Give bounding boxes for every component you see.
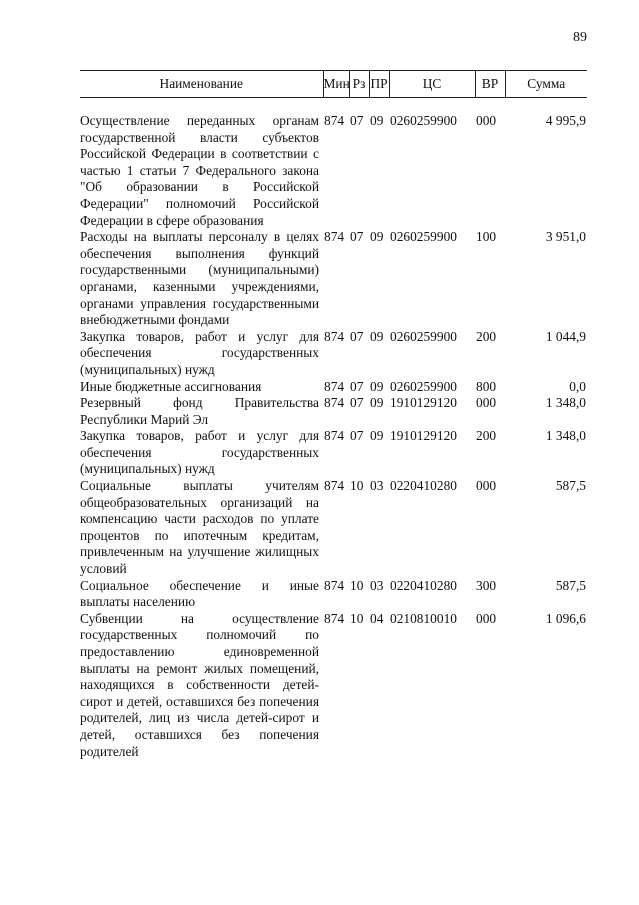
table-row bbox=[80, 329, 587, 379]
row-rz: 07 bbox=[350, 378, 364, 394]
table-row bbox=[80, 395, 587, 428]
row-pr: 03 bbox=[370, 577, 384, 593]
table-row bbox=[80, 229, 587, 329]
row-name: Закупка товаров, работ и услуг для обеспечения государственных (муниципальных) нужд bbox=[80, 328, 319, 377]
row-rz: 10 bbox=[350, 610, 364, 626]
table-row bbox=[80, 578, 587, 611]
row-min: 874 bbox=[324, 229, 345, 245]
row-sum: 1 348,0 bbox=[545, 395, 586, 411]
row-sum: 1 044,9 bbox=[545, 328, 586, 344]
row-pr: 09 bbox=[370, 378, 384, 394]
row-rz: 10 bbox=[350, 577, 364, 593]
row-rz: 07 bbox=[350, 113, 364, 128]
row-name: Резервный фонд Правительства Республики Марий Эл bbox=[80, 395, 319, 427]
table-row bbox=[80, 428, 587, 478]
row-pr: 09 bbox=[370, 328, 384, 344]
budget-table bbox=[80, 70, 587, 760]
row-sum: 1 096,6 bbox=[545, 610, 586, 626]
row-pr: 03 bbox=[370, 478, 384, 494]
row-pr: 09 bbox=[370, 428, 384, 444]
row-name: Осуществление переданных органам государственной власти субъектов Российской Федерации в соответствии с частью 1 статьи 7 Федерального закона "Об образовании в Российской Федерации" полномочий Российской Федерации в сфере образования bbox=[80, 113, 319, 228]
row-rz: 07 bbox=[350, 428, 364, 444]
table-row bbox=[80, 611, 587, 760]
row-min: 874 bbox=[324, 378, 345, 394]
table-row bbox=[80, 478, 587, 578]
row-min: 874 bbox=[324, 478, 345, 494]
row-sum: 587,5 bbox=[555, 478, 586, 494]
header-pr: ПР bbox=[369, 71, 389, 98]
row-cs: 0260259900 bbox=[390, 378, 457, 394]
row-cs: 0260259900 bbox=[390, 328, 457, 344]
row-cs: 0210810010 bbox=[390, 610, 457, 626]
row-rz: 07 bbox=[350, 328, 364, 344]
row-vr: 300 bbox=[476, 577, 497, 593]
row-name: Закупка товаров, работ и услуг для обеспечения государственных (муниципальных) нужд bbox=[80, 428, 319, 477]
table-body bbox=[80, 98, 587, 761]
row-pr: 04 bbox=[370, 610, 384, 626]
row-name: Субвенции на осуществление государственных полномочий по предоставлению единовременной выплаты на ремонт жилых помещений, находящихся в собственности детей-сирот и детей, оставшихся без попечения родителей, лиц из числа детей-сирот и детей, оставшихся без попечения родителей bbox=[80, 610, 319, 759]
row-pr: 09 bbox=[370, 229, 384, 245]
row-name: Социальные выплаты учителям общеобразовательных организаций на компенсацию части расходов по уплате процентов по ипотечным кредитам, привлеченным на улучшение жилищных условий bbox=[80, 478, 319, 577]
header-sum: Сумма bbox=[505, 71, 587, 98]
row-name: Расходы на выплаты персоналу в целях обеспечения выполнения функций государственными (муниципальными) органами, казенными учреждениями, органами управления государственными внебюджетными фондами bbox=[80, 229, 319, 328]
row-min: 874 bbox=[324, 328, 345, 344]
row-cs: 0260259900 bbox=[390, 113, 457, 128]
row-min: 874 bbox=[324, 395, 345, 411]
row-cs: 1910129120 bbox=[390, 428, 457, 444]
page-number: 89 bbox=[573, 30, 587, 45]
row-pr: 09 bbox=[370, 113, 384, 128]
row-vr: 100 bbox=[476, 229, 497, 245]
header-rz: Рз bbox=[349, 71, 369, 98]
row-vr: 200 bbox=[476, 328, 497, 344]
row-name: Иные бюджетные ассигнования bbox=[80, 378, 262, 394]
row-vr: 800 bbox=[476, 378, 497, 394]
row-sum: 4 995,9 bbox=[545, 113, 586, 128]
row-min: 874 bbox=[324, 577, 345, 593]
row-vr: 000 bbox=[476, 610, 497, 626]
row-cs: 0220410280 bbox=[390, 478, 457, 494]
row-vr: 000 bbox=[476, 113, 497, 128]
table-row bbox=[80, 113, 587, 229]
row-cs: 0260259900 bbox=[390, 229, 457, 245]
row-cs: 0220410280 bbox=[390, 577, 457, 593]
header-cs: ЦС bbox=[389, 71, 475, 98]
row-sum: 3 951,0 bbox=[545, 229, 586, 245]
row-cs: 1910129120 bbox=[390, 395, 457, 411]
row-sum: 1 348,0 bbox=[545, 428, 586, 444]
header-vr: ВР bbox=[475, 71, 505, 98]
header-name: Наименование bbox=[80, 71, 323, 98]
row-pr: 09 bbox=[370, 395, 384, 411]
row-vr: 000 bbox=[476, 478, 497, 494]
row-vr: 000 bbox=[476, 395, 497, 411]
row-sum: 587,5 bbox=[555, 577, 586, 593]
table-header bbox=[80, 71, 587, 98]
row-rz: 07 bbox=[350, 229, 364, 245]
row-min: 874 bbox=[324, 610, 345, 626]
row-name: Социальное обеспечение и иные выплаты населению bbox=[80, 577, 319, 610]
table-row bbox=[80, 379, 587, 396]
row-vr: 200 bbox=[476, 428, 497, 444]
row-min: 874 bbox=[324, 428, 345, 444]
row-sum: 0,0 bbox=[569, 378, 586, 394]
budget-table-container bbox=[80, 70, 587, 760]
header-min: Мин bbox=[323, 71, 349, 98]
row-rz: 07 bbox=[350, 395, 364, 411]
row-rz: 10 bbox=[350, 478, 364, 494]
row-min: 874 bbox=[324, 113, 345, 128]
